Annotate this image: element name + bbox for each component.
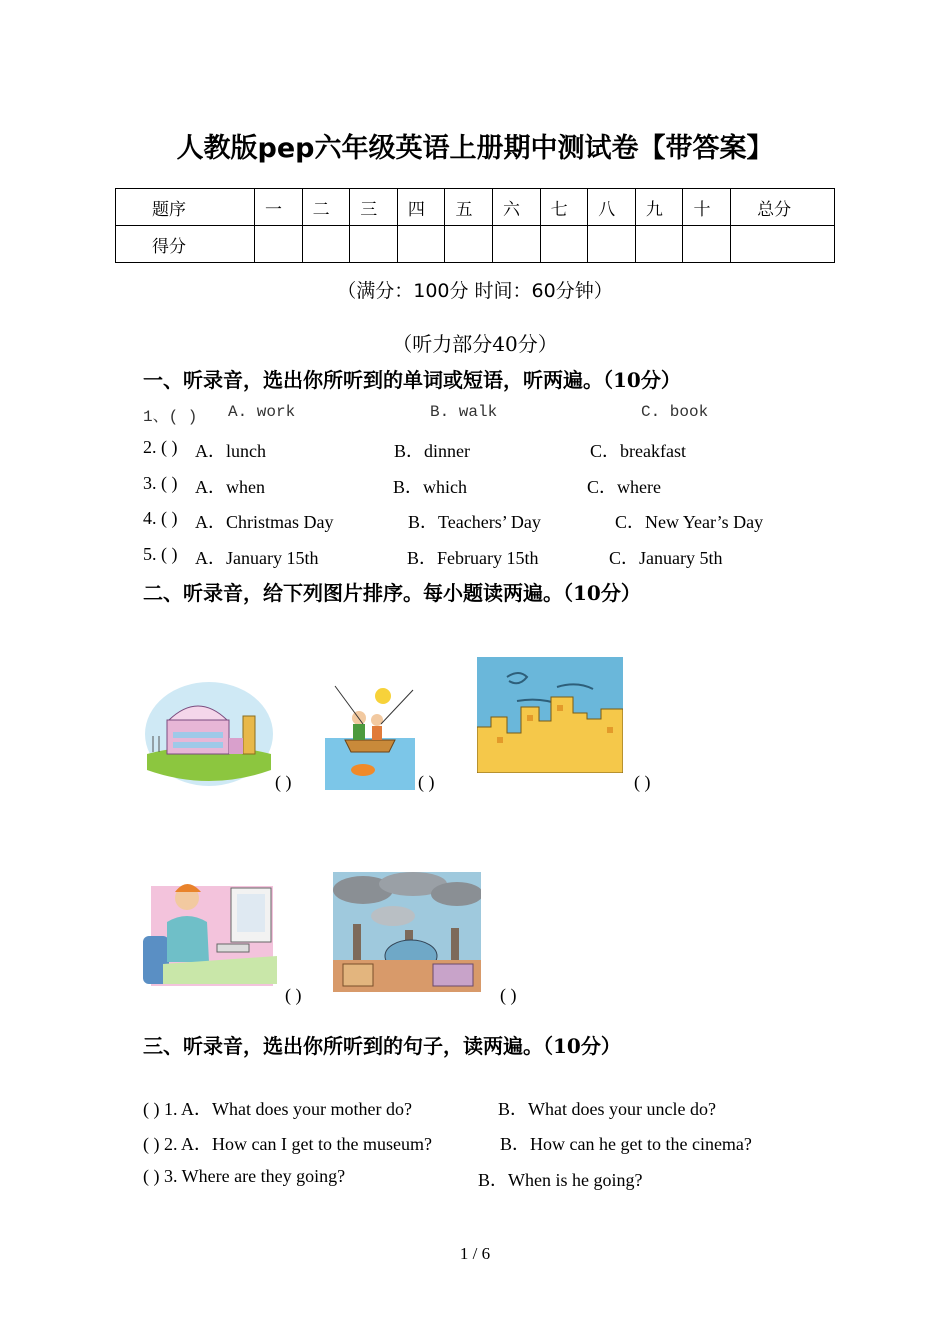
s3-q2-option-a[interactable]: ( ) 2. A．How can I get to the museum? — [143, 1134, 432, 1154]
q3-option-a[interactable]: A．when — [195, 477, 265, 497]
q3-option-c[interactable]: C．where — [587, 477, 661, 497]
s3-q2-option-b[interactable]: B．How can he get to the cinema? — [500, 1134, 752, 1154]
q3-number: 3. ( ) — [143, 473, 178, 493]
score-empty-cell[interactable] — [683, 226, 731, 263]
score-cell: 五 — [445, 189, 493, 226]
s3-q1-option-a[interactable]: ( ) 1. A．What does your mother do? — [143, 1099, 412, 1119]
s3-q1-option-b[interactable]: B．What does your uncle do? — [498, 1099, 716, 1119]
q5-number: 5. ( ) — [143, 544, 178, 564]
q4-option-b[interactable]: B．Teachers’ Day — [408, 512, 541, 532]
score-cell: 八 — [588, 189, 636, 226]
score-empty-cell[interactable] — [635, 226, 683, 263]
q1-number: 1、( ) — [143, 408, 198, 426]
score-table-header-row — [116, 189, 835, 226]
score-empty-cell[interactable] — [350, 226, 398, 263]
q3-option-b[interactable]: B．which — [393, 477, 467, 497]
score-cell: 总分 — [731, 189, 835, 226]
windy-city-image — [477, 657, 623, 773]
q1-option-c[interactable]: C. book — [641, 403, 709, 421]
q5-option-c[interactable]: C．January 5th — [609, 548, 723, 568]
score-cell: 三 — [350, 189, 398, 226]
page-number: 1 / 6 — [459, 1244, 491, 1263]
q4-option-c[interactable]: C．New Year’s Day — [615, 512, 764, 532]
score-table — [115, 188, 835, 263]
score-empty-cell[interactable] — [588, 226, 636, 263]
q1-option-b[interactable]: B. walk — [430, 403, 498, 421]
page-title: 人教版pep六年级英语上册期中测试卷【带答案】 — [176, 133, 774, 164]
score-cell: 题序 — [116, 189, 255, 226]
score-cell: 一 — [255, 189, 303, 226]
polluted-city-image — [333, 872, 481, 992]
score-empty-cell[interactable] — [445, 226, 493, 263]
q2-number: 2. ( ) — [143, 437, 178, 457]
listening-part-label: （听力部分40分） — [392, 332, 558, 356]
score-table-score-row — [116, 226, 835, 263]
score-cell: 十 — [683, 189, 731, 226]
woman-at-computer-image — [143, 876, 277, 992]
section3-heading: 三、听录音，选出你所听到的句子，读两遍。（10分） — [143, 1034, 621, 1058]
picture1-answer-blank[interactable]: ( ) — [275, 772, 292, 792]
score-empty-cell[interactable] — [255, 226, 303, 263]
score-empty-cell[interactable] — [493, 226, 541, 263]
q2-option-a[interactable]: A．lunch — [195, 441, 266, 461]
q2-option-b[interactable]: B．dinner — [394, 441, 470, 461]
q5-option-a[interactable]: A．January 15th — [195, 548, 319, 568]
picture5-answer-blank[interactable]: ( ) — [500, 985, 517, 1005]
picture3-answer-blank[interactable]: ( ) — [634, 772, 651, 792]
score-empty-cell[interactable] — [302, 226, 350, 263]
score-cell: 四 — [397, 189, 445, 226]
score-empty-cell[interactable] — [540, 226, 588, 263]
fishing-image — [325, 678, 415, 790]
score-cell: 九 — [635, 189, 683, 226]
score-cell: 二 — [302, 189, 350, 226]
exam-meta: （满分：100分 时间：60分钟） — [337, 280, 613, 302]
score-row-label: 得分 — [116, 226, 255, 263]
score-empty-cell[interactable] — [731, 226, 835, 263]
section1-heading: 一、听录音，选出你所听到的单词或短语，听两遍。（10分） — [143, 368, 681, 392]
score-cell: 六 — [493, 189, 541, 226]
section2-heading: 二、听录音，给下列图片排序。每小题读两遍。（10分） — [143, 581, 641, 605]
q1-option-a[interactable]: A. work — [228, 403, 296, 421]
museum-building-image — [143, 680, 275, 788]
picture2-answer-blank[interactable]: ( ) — [418, 772, 435, 792]
q4-number: 4. ( ) — [143, 508, 178, 528]
q4-option-a[interactable]: A．Christmas Day — [195, 512, 334, 532]
score-empty-cell[interactable] — [397, 226, 445, 263]
s3-q3-option-a[interactable]: ( ) 3. Where are they going? — [143, 1166, 346, 1186]
score-cell: 七 — [540, 189, 588, 226]
q5-option-b[interactable]: B．February 15th — [407, 548, 539, 568]
q2-option-c[interactable]: C．breakfast — [590, 441, 686, 461]
s3-q3-option-b[interactable]: B．When is he going? — [478, 1170, 643, 1190]
picture4-answer-blank[interactable]: ( ) — [285, 985, 302, 1005]
